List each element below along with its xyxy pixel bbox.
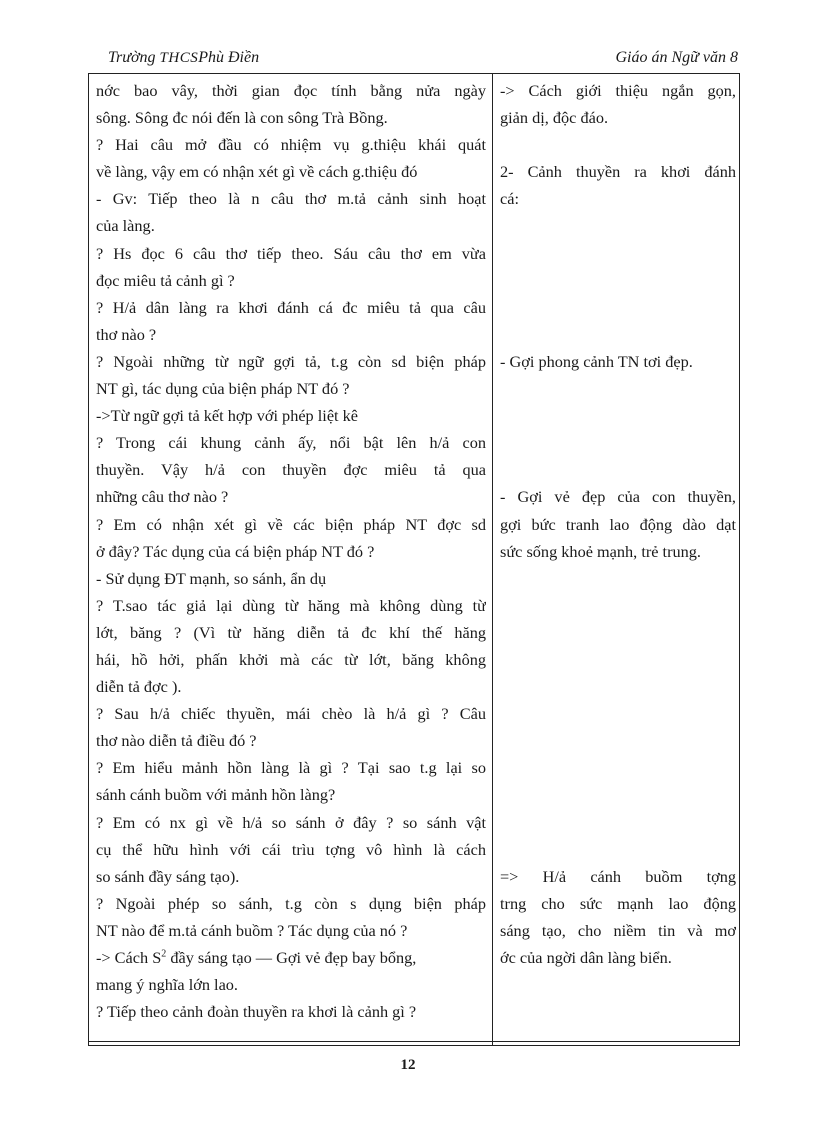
left-line: ? T.sao tác giả lại dùng từ hăng mà không dùng từ (96, 595, 486, 615)
left-line: ? Em hiểu mảnh hồn làng là gì ? Tại sao t.g lại so (96, 758, 486, 778)
left-line: ? Trong cái khung cảnh ấy, nổi bật lên h/ả con (96, 433, 486, 453)
spacer (500, 267, 736, 294)
school-label (108, 49, 259, 67)
page-header (108, 49, 738, 71)
column-divider (492, 74, 493, 1045)
left-line (96, 944, 486, 971)
right-line: trng cho sức mạnh lao động (500, 893, 736, 913)
left-line: những câu thơ nào ? (96, 487, 229, 507)
left-line: ? Tiếp theo cảnh đoàn thuyền ra khơi là cảnh gì ? (96, 1002, 417, 1022)
left-line: ? Sau h/ả chiếc thyuền, mái chèo là h/ả gì ? Câu (96, 704, 486, 724)
right-line: ớc của ngời dân làng biển. (500, 948, 672, 967)
left-line: ? Ngoài phép so sánh, t.g còn s dụng biện pháp (96, 893, 486, 913)
spacer (500, 619, 736, 646)
spacer (500, 212, 736, 239)
left-line: NT nào để m.tả cánh buồm ? Tác dụng của nó ? (96, 920, 408, 940)
spacer (500, 375, 736, 402)
left-line: ? Em có nhận xét gì về các biện pháp NT đợc sd (96, 514, 486, 534)
spacer (500, 836, 736, 863)
left-line: thơ nào diễn tả điều đó ? (96, 731, 257, 751)
page-number: 12 (400, 1057, 416, 1073)
spacer (500, 700, 736, 727)
spacer (500, 321, 736, 348)
school-prefix: Trường (108, 49, 156, 66)
right-line: - Gợi phong cảnh TN tơi đẹp. (500, 351, 693, 371)
left-line: sánh cánh buồm với mảnh hồn làng? (96, 785, 336, 805)
left-line: ? Hai câu mở đầu có nhiệm vụ g.thiệu khái quát (96, 135, 486, 155)
spacer (500, 565, 736, 592)
right-line: -> Cách giới thiệu ngắn gọn, (500, 81, 736, 100)
spacer (500, 809, 736, 836)
left-line: ? Ngoài những từ ngữ gợi tả, t.g còn sd biện pháp (96, 351, 486, 371)
left-line: nớc bao vây, thời gian đọc tính bằng nửa ngày (96, 81, 486, 100)
spacer (500, 646, 736, 673)
left-line: của làng. (96, 216, 155, 236)
content-notes-column (500, 77, 736, 971)
lesson-table (88, 73, 740, 1046)
teacher-questions-column (96, 77, 486, 1025)
spacer (500, 592, 736, 619)
school-code: THCS (159, 50, 199, 66)
left-line: hái, hồ hởi, phấn khởi mà các từ lớt, băng không (96, 649, 486, 669)
right-line: gợi bức tranh lao động dào dạt (500, 514, 736, 534)
left-line: sông. Sông đc nói đến là con sông Trà Bồng. (96, 108, 388, 128)
left-line: ? Em có nx gì về h/ả so sánh ở đây ? so sánh vật (96, 812, 486, 832)
left-line-part: đầy sáng tạo — Gợi vẻ đẹp bay bổng, (166, 948, 417, 967)
left-line: NT gì, tác dụng của biện pháp NT đó ? (96, 379, 350, 399)
left-line: so sánh đầy sáng tạo). (96, 866, 240, 886)
left-line: đọc miêu tả cảnh gì ? (96, 270, 235, 290)
spacer (500, 456, 736, 483)
spacer (500, 781, 736, 808)
right-line: cá: (500, 189, 519, 209)
right-line: giản dị, độc đáo. (500, 108, 609, 128)
left-line-part: -> Cách S (96, 948, 162, 967)
right-line: - Gợi vẻ đẹp của con thuyền, (500, 487, 736, 507)
spacer (500, 429, 736, 456)
left-line: ? H/ả dân làng ra khơi đánh cá đc miêu tả qua câu (96, 297, 486, 317)
left-line: mang ý nghĩa lớn lao. (96, 975, 238, 995)
spacer (500, 131, 736, 158)
right-line: sức sống khoẻ mạnh, trẻ trung. (500, 541, 701, 561)
spacer (500, 754, 736, 781)
left-line: thuyền. Vậy h/ả con thuyền đợc miêu tả qua (96, 460, 486, 480)
left-line: ở đây? Tác dụng của cá biện pháp NT đó ? (96, 541, 375, 561)
school-name: Phù Điền (198, 49, 260, 66)
spacer (500, 240, 736, 267)
left-line: về làng, vậy em có nhận xét gì về cách g.thiệu đó (96, 162, 418, 182)
spacer (500, 402, 736, 429)
right-line: 2- Cảnh thuyền ra khơi đánh (500, 162, 736, 182)
right-line: => H/ả cánh buồm tợng (500, 866, 736, 886)
left-line: cụ thể hữu hình với cái trìu tợng vô hình là cách (96, 839, 486, 859)
spacer (500, 673, 736, 700)
left-line: ? Hs đọc 6 câu thơ tiếp theo. Sáu câu thơ em vừa (96, 243, 486, 263)
spacer (500, 294, 736, 321)
left-line: ->Từ ngữ gợi tả kết hợp với phép liệt kê (96, 406, 359, 426)
spacer (500, 727, 736, 754)
left-line: - Sử dụng ĐT mạnh, so sánh, ẩn dụ (96, 568, 327, 588)
subject-label: Giáo án Ngữ văn 8 (615, 49, 738, 66)
left-line: diễn tả đợc ). (96, 677, 182, 697)
left-line: lớt, băng ? (Vì từ hăng diễn tả đc khí thế hăng (96, 622, 486, 642)
right-line: sáng tạo, cho niềm tin và mơ (500, 920, 736, 940)
left-line: - Gv: Tiếp theo là n câu thơ m.tả cảnh sinh hoạt (96, 189, 486, 209)
left-line: thơ nào ? (96, 324, 157, 344)
superscript: 2 (161, 948, 167, 960)
